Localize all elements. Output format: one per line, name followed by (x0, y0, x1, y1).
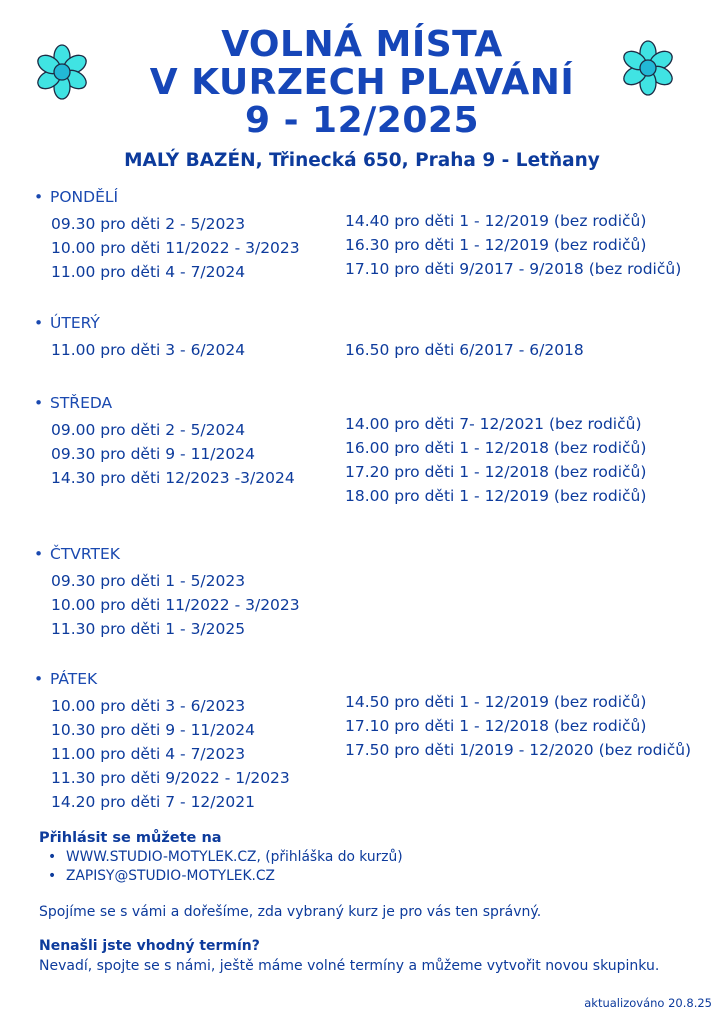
time-slot: 16.30 pro děti 1 - 12/2019 (bez rodičů) (345, 236, 647, 254)
day-left-times (51, 569, 300, 641)
time-slot: 10.30 pro děti 9 - 11/2024 (51, 721, 255, 739)
time-slot: 11.30 pro děti 1 - 3/2025 (51, 620, 246, 638)
day-right-times (345, 412, 646, 508)
bullet-icon: • (34, 314, 44, 332)
bullet-icon: • (34, 188, 44, 206)
day-label (34, 394, 112, 412)
pool-address: MALÝ BAZÉN, Třinecká 650, Praha 9 - Letňany (124, 150, 600, 171)
day-left-times (51, 212, 300, 284)
flower-icon (616, 40, 680, 96)
bullet-icon: • (48, 868, 57, 884)
time-slot: 10.00 pro děti 11/2022 - 3/2023 (51, 239, 300, 257)
day-label (34, 670, 97, 688)
day-label (34, 314, 100, 332)
time-slot: 14.40 pro děti 1 - 12/2019 (bez rodičů) (345, 212, 647, 230)
day-name: ČTVRTEK (50, 545, 120, 563)
time-slot: 11.30 pro děti 9/2022 - 1/2023 (51, 769, 290, 787)
time-slot: 11.00 pro děti 4 - 7/2024 (51, 263, 246, 281)
title-line-1: VOLNÁ MÍSTA (221, 24, 503, 65)
time-slot: 14.50 pro děti 1 - 12/2019 (bez rodičů) (345, 693, 647, 711)
question-text: Nevadí, spojte se s námi, ještě máme volné termíny a můžeme vytvořit novou skupinku. (39, 958, 660, 974)
time-slot: 17.10 pro děti 9/2017 - 9/2018 (bez rodičů) (345, 260, 682, 278)
time-slot: 10.00 pro děti 11/2022 - 3/2023 (51, 596, 300, 614)
signup-link-email[interactable] (48, 867, 403, 886)
time-slot: 14.00 pro děti 7- 12/2021 (bez rodičů) (345, 415, 642, 433)
day-name: PONDĚLÍ (50, 188, 119, 206)
question-title: Nenašli jste vhodný termín? (39, 938, 260, 954)
day-left-times (51, 338, 245, 362)
day-right-times (345, 690, 691, 762)
signup-link-text: WWW.STUDIO-MOTYLEK.CZ, (přihláška do kurzů) (66, 849, 403, 865)
flower-icon (30, 44, 94, 100)
time-slot: 17.20 pro děti 1 - 12/2018 (bez rodičů) (345, 463, 647, 481)
time-slot: 09.30 pro děti 9 - 11/2024 (51, 445, 255, 463)
title-line-3: 9 - 12/2025 (245, 100, 479, 141)
bullet-icon: • (34, 545, 44, 563)
day-name: STŘEDA (50, 394, 113, 412)
time-slot: 10.00 pro děti 3 - 6/2023 (51, 697, 246, 715)
day-left-times (51, 418, 295, 490)
time-slot: 09.00 pro děti 2 - 5/2024 (51, 421, 246, 439)
time-slot: 11.00 pro děti 4 - 7/2023 (51, 745, 246, 763)
bullet-icon: • (34, 670, 44, 688)
time-slot: 14.20 pro děti 7 - 12/2021 (51, 793, 255, 811)
bullet-icon: • (48, 849, 57, 865)
day-name: ÚTERÝ (50, 314, 100, 332)
day-name: PÁTEK (50, 670, 98, 688)
time-slot: 09.30 pro děti 1 - 5/2023 (51, 572, 246, 590)
signup-link-website[interactable] (48, 848, 403, 867)
time-slot: 17.10 pro děti 1 - 12/2018 (bez rodičů) (345, 717, 647, 735)
day-right-times (345, 209, 681, 281)
day-right-times (345, 338, 584, 362)
day-label (34, 188, 118, 206)
day-label (34, 545, 120, 563)
day-left-times (51, 694, 290, 814)
signup-link-text: ZAPISY@STUDIO-MOTYLEK.CZ (66, 868, 276, 884)
time-slot: 16.00 pro děti 1 - 12/2018 (bez rodičů) (345, 439, 647, 457)
title-line-2: V KURZECH PLAVÁNÍ (149, 62, 575, 103)
time-slot: 11.00 pro děti 3 - 6/2024 (51, 341, 246, 359)
time-slot: 16.50 pro děti 6/2017 - 6/2018 (345, 341, 584, 359)
time-slot: 18.00 pro děti 1 - 12/2019 (bez rodičů) (345, 487, 647, 505)
signup-list (48, 848, 403, 886)
time-slot: 17.50 pro děti 1/2019 - 12/2020 (bez rodičů) (345, 741, 692, 759)
updated-date: aktualizováno 20.8.25 (584, 996, 712, 1010)
time-slot: 14.30 pro děti 12/2023 -3/2024 (51, 469, 295, 487)
bullet-icon: • (34, 394, 44, 412)
time-slot: 09.30 pro děti 2 - 5/2023 (51, 215, 246, 233)
contact-text: Spojíme se s vámi a dořešíme, zda vybraný kurz je pro vás ten správný. (39, 904, 542, 920)
signup-title: Přihlásit se můžete na (39, 830, 222, 846)
